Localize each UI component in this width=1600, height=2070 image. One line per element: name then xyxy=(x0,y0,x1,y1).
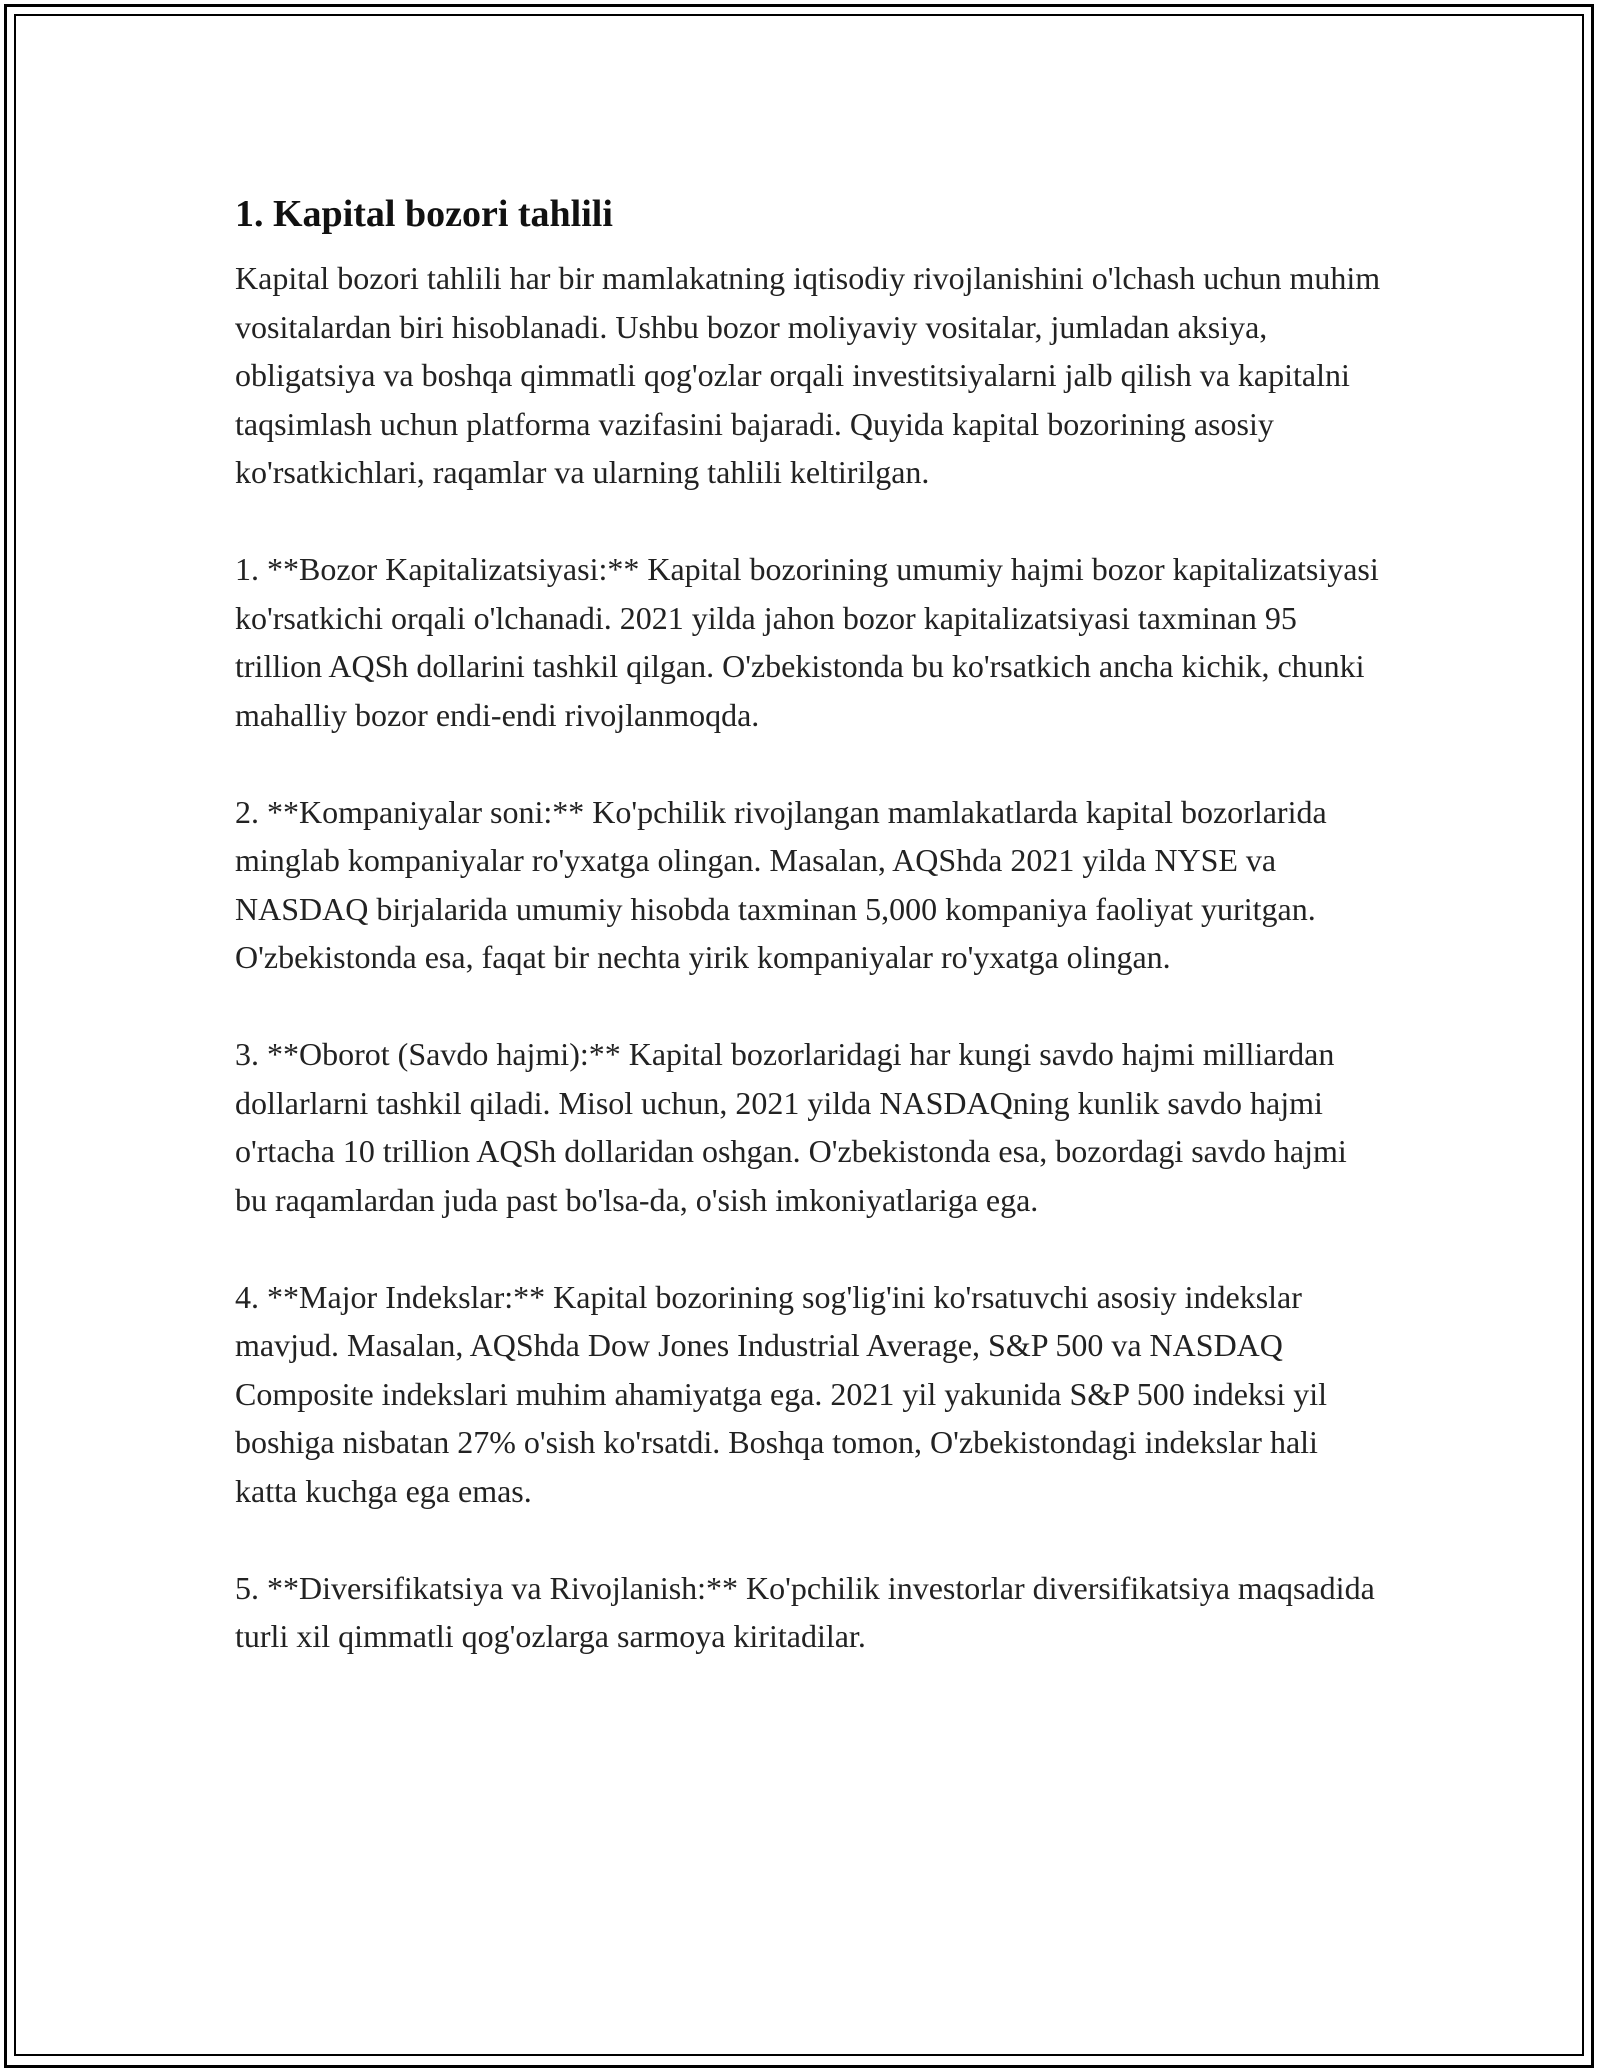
intro-paragraph: Kapital bozori tahlili har bir mamlakatning iqtisodiy rivojlanishini o'lchash uchun muhim vositalardan biri hisoblanadi. Ushbu bozor moliyaviy vositalar, jumladan aksiya, obligatsiya va boshqa qimmatli qog'ozlar orqali investitsiyalarni jalb qilish va kapitalni taqsimlash uchun platforma vazifasini bajaradi. Quyida kapital bozorining asosiy ko'rsatkichlari, raqamlar va ularning tahlili keltirilgan. xyxy=(235,260,1381,490)
document-body xyxy=(235,186,1385,1709)
paragraph-major-indexes: 4. **Major Indekslar:** Kapital bozorining sog'lig'ini ko'rsatuvchi asosiy indekslar mavjud. Masalan, AQShda Dow Jones Industrial Average, S&P 500 va NASDAQ Composite indekslari muhim ahamiyatga ega. 2021 yil yakunida S&P 500 indeksi yil boshiga nisbatan 27% o'sish ko'rsatdi. Boshqa tomon, O'zbekistondagi indekslar hali katta kuchga ega emas. xyxy=(235,1278,1328,1509)
paragraph-trading-volume: 3. **Oborot (Savdo hajmi):** Kapital bozorlaridagi har kungi savdo hajmi milliardan dollarlarni tashkil qiladi. Misol uchun, 2021 yilda NASDAQning kunlik savdo hajmi o'rtacha 10 trillion AQSh dollaridan oshgan. O'zbekistonda esa, bozordagi savdo hajmi bu raqamlardan juda past bo'lsa-da, o'sish imkoniyatlariga ega. xyxy=(235,1036,1347,1218)
paragraph-company-count: 2. **Kompaniyalar soni:** Ko'pchilik rivojlangan mamlakatlarda kapital bozorlarida minglab kompaniyalar ro'yxatga olingan. Masalan, AQShda 2021 yilda NYSE va NASDAQ birjalarida umumiy hisobda taxminan 5,000 kompaniya faoliyat yuritgan. O'zbekistonda esa, faqat bir nechta yirik kompaniyalar ro'yxatga olingan. xyxy=(235,793,1327,975)
document-title: 1. Kapital bozori tahlili xyxy=(235,193,613,235)
paragraph-diversification: 5. **Diversifikatsiya va Rivojlanish:** Ko'pchilik investorlar diversifikatsiya maqsadida turli xil qimmatli qog'ozlarga sarmoya kiritadilar. xyxy=(235,1569,1375,1654)
paragraph-market-capitalization: 1. **Bozor Kapitalizatsiyasi:** Kapital bozorining umumiy hajmi bozor kapitalizatsiyasi ko'rsatkichi orqali o'lchanadi. 2021 yilda jahon bozor kapitalizatsiyasi taxminan 95 trillion AQSh dollarini tashkil qilgan. O'zbekistonda bu ko'rsatkich ancha kichik, chunki mahalliy bozor endi-endi rivojlanmoqda. xyxy=(235,551,1379,733)
